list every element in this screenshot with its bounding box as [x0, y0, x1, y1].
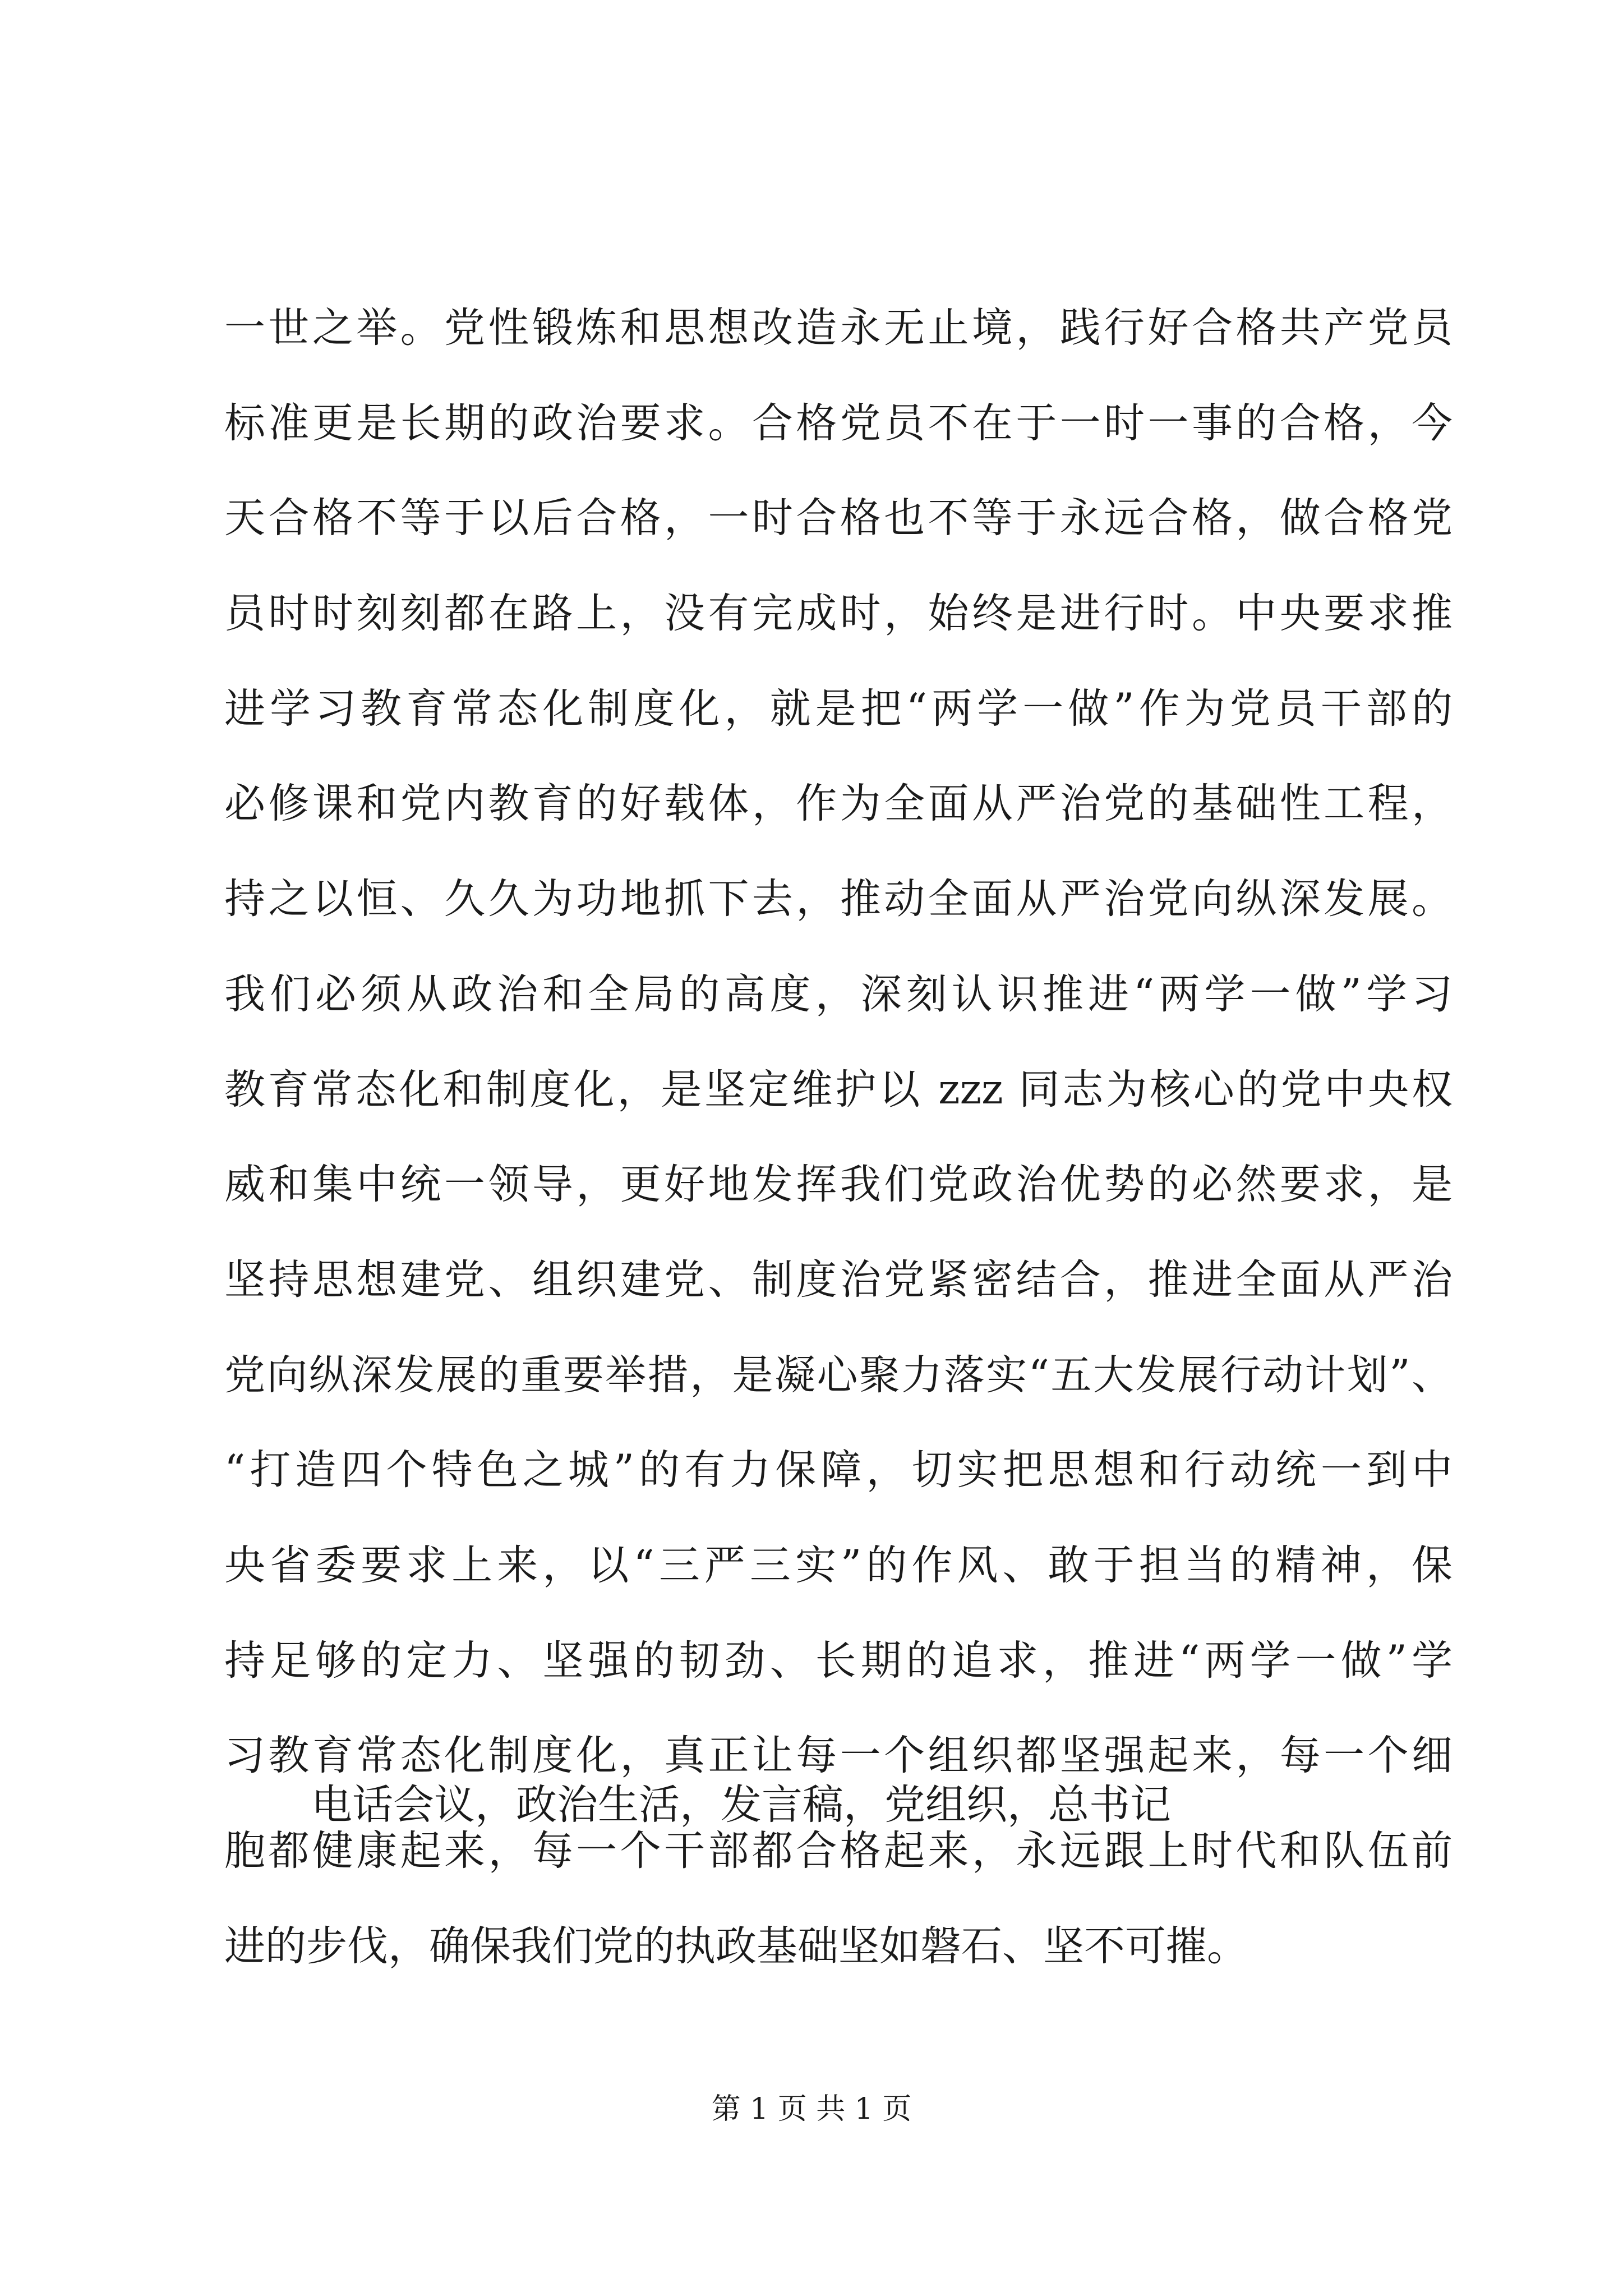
text-line: 坚持思想建党、组织建党、制度治党紧密结合，推进全面从严治 [224, 1255, 1453, 1304]
text-line: 持足够的定力、坚强的韧劲、长期的追求，推进“两学一做”学 [224, 1636, 1453, 1685]
text-line: 习教育常态化制度化，真正让每一个组织都坚强起来，每一个细 [224, 1732, 1453, 1780]
text-line: 教育常态化和制度化，是坚定维护以 zzz 同志为核心的党中央权 [224, 1065, 1453, 1114]
keywords-line: 电话会议，政治生活，发言稿，党组织，总书记 [311, 1781, 1171, 1829]
text-line: “打造四个特色之城”的有力保障，切实把思想和行动统一到中 [224, 1446, 1453, 1494]
text-line: 威和集中统一领导，更好地发挥我们党政治优势的必然要求，是 [224, 1161, 1453, 1209]
text-line: 央省委要求上来，以“三严三实”的作风、敢于担当的精神，保 [224, 1541, 1453, 1589]
body-text [224, 280, 1453, 1994]
text-line: 标准更是长期的政治要求。合格党员不在于一时一事的合格，今 [224, 399, 1453, 447]
text-line: 党向纵深发展的重要举措，是凝心聚力落实“五大发展行动计划”、 [224, 1351, 1453, 1399]
text-line: 进的步伐，确保我们党的执政基础坚如磐石、坚不可摧。 [224, 1922, 1248, 1970]
text-line: 一世之举。党性锻炼和思想改造永无止境，践行好合格共产党员 [224, 304, 1453, 352]
text-line: 必修课和党内教育的好载体，作为全面从严治党的基础性工程， [224, 780, 1453, 828]
text-line: 天合格不等于以后合格，一时合格也不等于永远合格，做合格党 [224, 494, 1453, 542]
page-footer: 第 1 页 共 1 页 [711, 2092, 912, 2126]
text-line: 员时时刻刻都在路上，没有完成时，始终是进行时。中央要求推 [224, 590, 1453, 638]
text-line: 胞都健康起来，每一个干部都合格起来，永远跟上时代和队伍前 [224, 1827, 1453, 1875]
text-line: 我们必须从政治和全局的高度，深刻认识推进“两学一做”学习 [224, 970, 1453, 1018]
text-line: 持之以恒、久久为功地抓下去，推动全面从严治党向纵深发展。 [224, 875, 1453, 923]
text-line: 进学习教育常态化制度化，就是把“两学一做”作为党员干部的 [224, 684, 1453, 733]
